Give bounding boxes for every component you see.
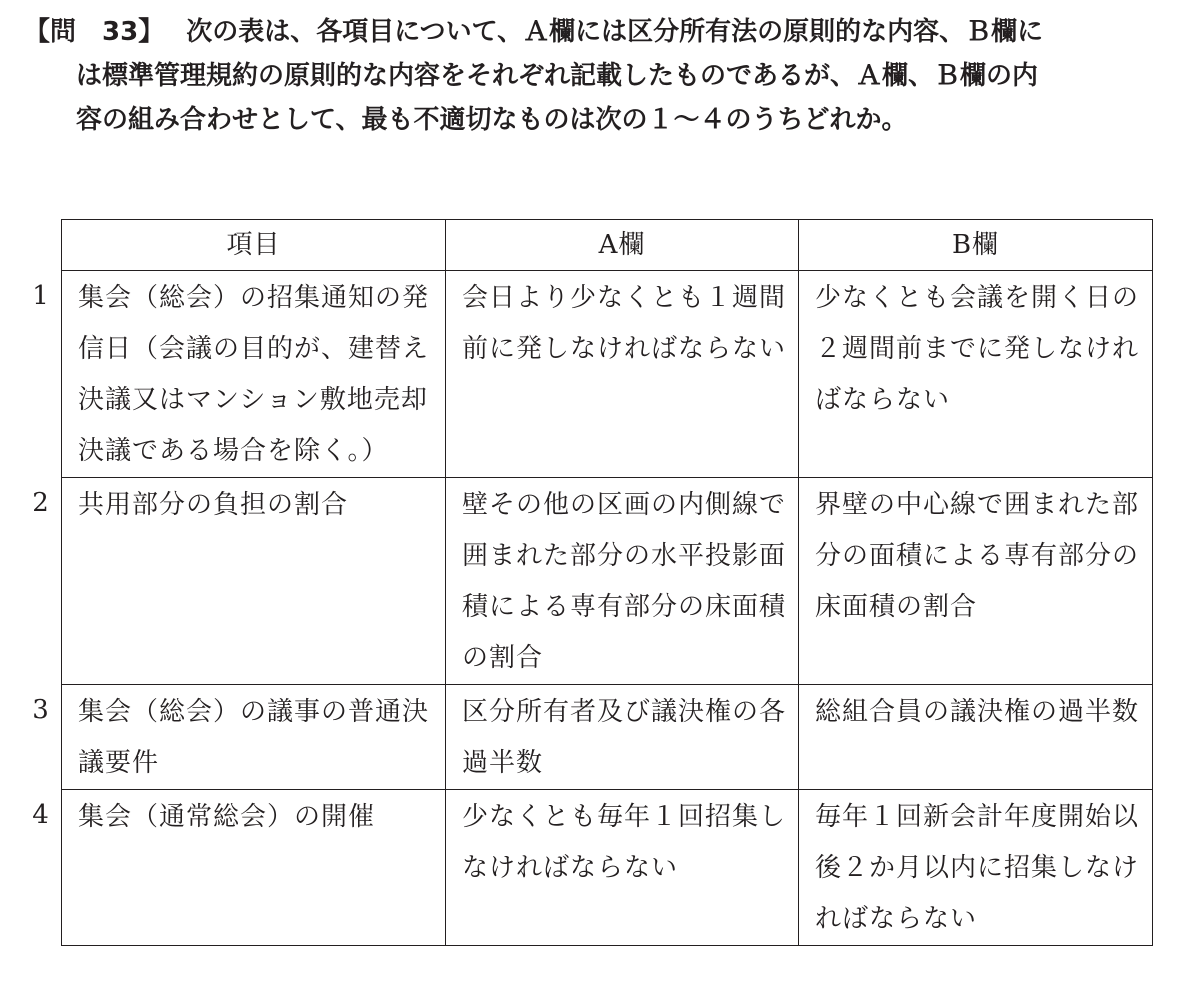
b-text: 総組合員の議決権の過半数 [815,697,1140,727]
b-cell [799,790,1153,946]
table-row [61,478,1153,685]
question-line-1 [24,10,1174,54]
question-line-3: 容の組み合わせとして、最も不適切なものは次の１～４のうちどれか。 [76,105,908,135]
a-text: 会日より少なくとも１週間前に発しなければならない [462,283,787,364]
a-cell [446,478,799,685]
header-a-column: A欄 [446,220,799,271]
b-cell [799,478,1153,685]
b-text: 界壁の中心線で囲まれた部分の面積による専有部分の床面積の割合 [815,490,1140,622]
table-row [61,271,1153,478]
b-text: 毎年１回新会計年度開始以後２か月以内に招集しなければならない [815,802,1140,934]
table-row [61,685,1153,790]
header-b-column: B欄 [799,220,1153,271]
a-cell [446,790,799,946]
item-text: 集会（通常総会）の開催 [78,802,376,832]
answer-table [32,219,1153,946]
row-number: 2 [32,487,50,518]
b-text: 少なくとも会議を開く日の２週間前までに発しなければならない [815,283,1140,415]
question-line-2: は標準管理規約の原則的な内容をそれぞれ記載したものであるが、Ａ欄、Ｂ欄の内 [76,61,1039,91]
row-number: 1 [32,280,50,311]
a-text: 少なくとも毎年１回招集しなければならない [462,802,787,883]
table-header-row [61,220,1153,271]
item-text: 集会（総会）の議事の普通決議要件 [78,697,430,778]
item-cell [62,790,446,946]
a-cell [446,685,799,790]
item-text: 共用部分の負担の割合 [78,490,349,520]
row-number: 4 [32,799,50,830]
b-cell [799,685,1153,790]
a-text: 区分所有者及び議決権の各過半数 [462,697,787,778]
row-number: 3 [32,694,50,725]
a-cell [446,271,799,478]
table-row [61,790,1153,946]
question-number: 【問 33】 [24,17,165,47]
header-item: 項目 [62,220,446,271]
question-block [24,10,1174,142]
b-cell [799,271,1153,478]
item-text: 集会（総会）の招集通知の発信日（会議の目的が、建替え決議又はマンション敷地売却決議である場合を除く。） [78,283,430,466]
question-text-1: 次の表は、各項目について、Ａ欄には区分所有法の原則的な内容、Ｂ欄に [186,17,1044,47]
item-cell [62,271,446,478]
item-cell [62,478,446,685]
a-text: 壁その他の区画の内側線で囲まれた部分の水平投影面積による専有部分の床面積の割合 [462,490,787,673]
item-cell [62,685,446,790]
